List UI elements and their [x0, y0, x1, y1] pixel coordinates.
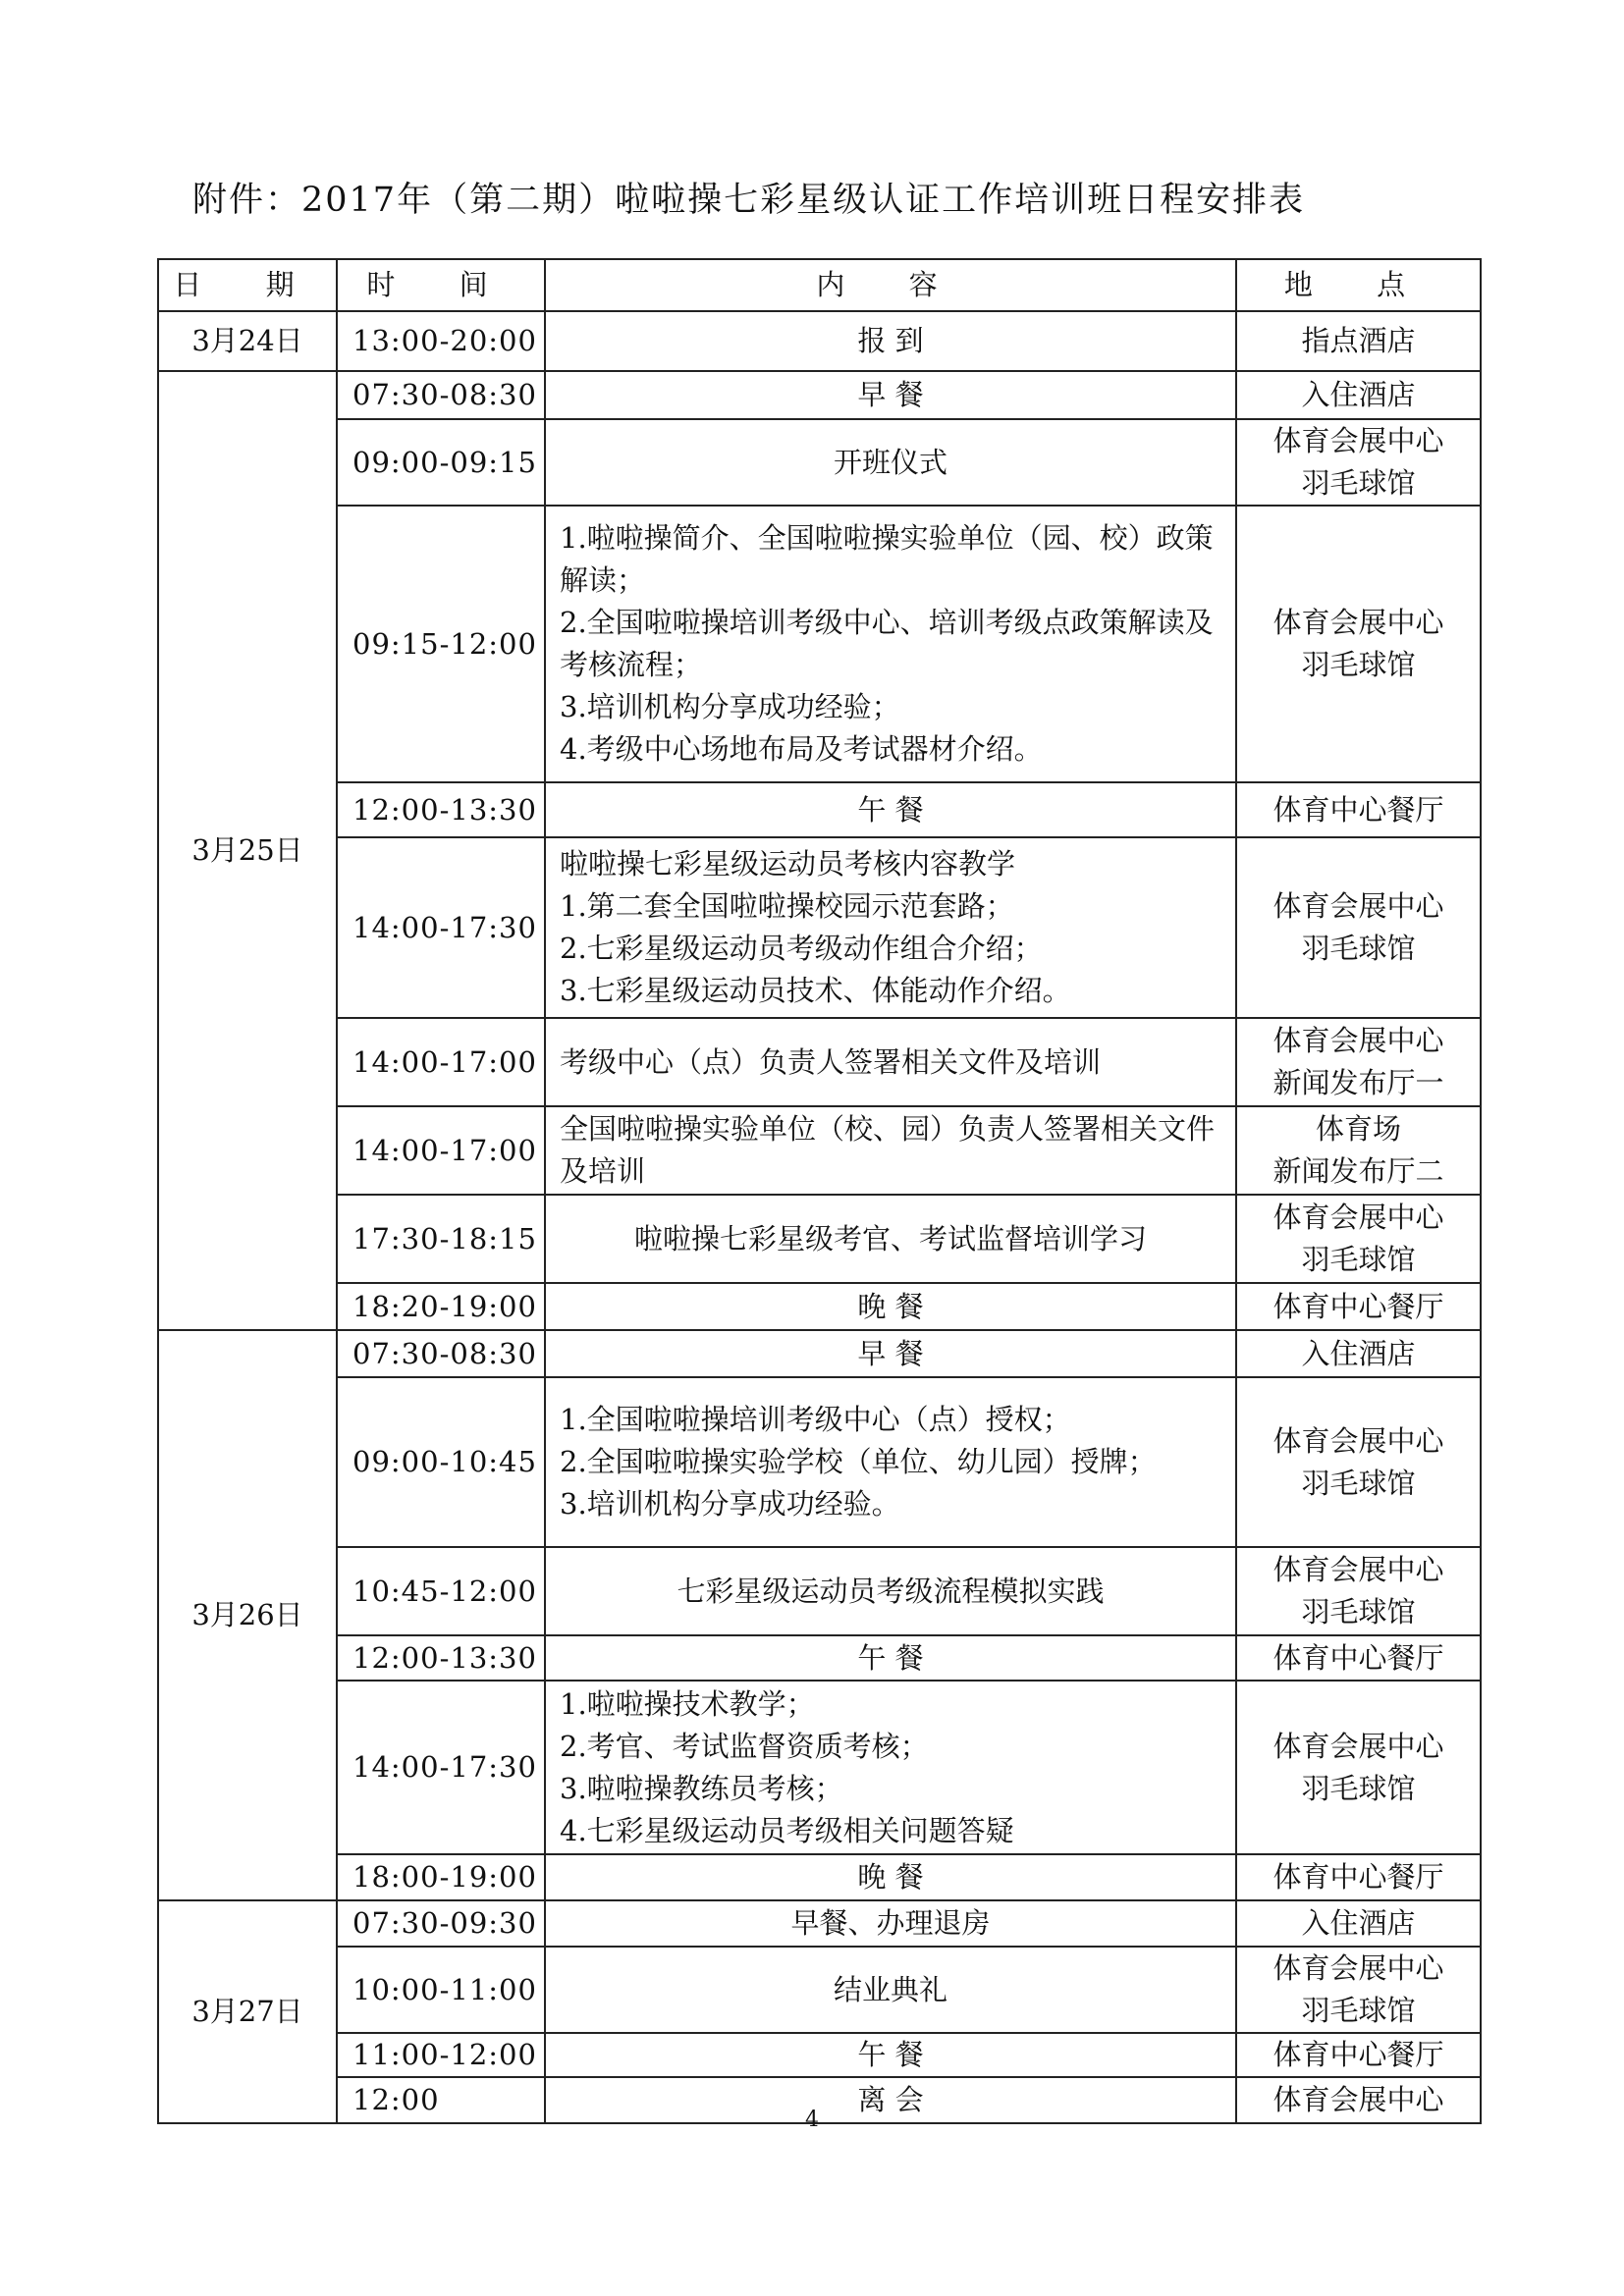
header-time: 时 间 — [337, 259, 545, 311]
content-cell — [545, 1330, 1236, 1377]
content-line: 开班仪式 — [833, 445, 947, 479]
location-cell — [1236, 1900, 1481, 1947]
content-line: 2.全国啦啦操实验学校（单位、幼儿园）授牌； — [560, 1445, 1157, 1478]
content-line: 结业典礼 — [833, 1972, 947, 2006]
date-cell: 3月25日 — [158, 371, 337, 1330]
location-cell — [1236, 1681, 1481, 1854]
time-cell: 10:00-11:00 — [337, 1947, 545, 2033]
location-line: 体育会展中心 — [1272, 424, 1444, 457]
location-cell — [1236, 782, 1481, 837]
date-cell: 3月27日 — [158, 1900, 337, 2123]
table-row — [158, 782, 1481, 837]
schedule-table — [157, 258, 1482, 2124]
time-cell: 18:20-19:00 — [337, 1283, 545, 1330]
content-cell — [545, 311, 1236, 371]
location-line: 入住酒店 — [1301, 1336, 1416, 1370]
location-line: 指点酒店 — [1301, 324, 1416, 357]
time-cell: 10:45-12:00 — [337, 1547, 545, 1635]
location-line: 体育会展中心 — [1272, 1423, 1444, 1458]
content-line: 4.七彩星级运动员考级相关问题答疑 — [560, 1813, 1014, 1847]
location-line: 新闻发布厅一 — [1272, 1066, 1444, 1099]
table-row — [158, 1900, 1481, 1947]
date-cell: 3月26日 — [158, 1330, 337, 1900]
location-line: 体育场 — [1315, 1112, 1401, 1146]
location-line: 体育会展中心 — [1272, 1024, 1444, 1057]
content-line: 考级中心（点）负责人签署相关文件及培训 — [560, 1044, 1102, 1079]
location-cell — [1236, 1377, 1481, 1547]
location-line: 羽毛球馆 — [1301, 1771, 1416, 1805]
page-title: 附件：2017年（第二期）啦啦操七彩星级认证工作培训班日程安排表 — [192, 181, 1306, 220]
time-cell: 09:00-10:45 — [337, 1377, 545, 1547]
time-cell: 12:00 — [337, 2077, 545, 2123]
location-line: 体育会展中心 — [1272, 889, 1444, 923]
location-line: 体育中心餐厅 — [1272, 1860, 1444, 1894]
location-cell — [1236, 1947, 1481, 2033]
content-line: 早餐、办理退房 — [790, 1906, 991, 1940]
table-header-row — [158, 259, 1481, 311]
location-cell — [1236, 371, 1481, 419]
time-cell: 14:00-17:00 — [337, 1106, 545, 1195]
location-cell — [1236, 311, 1481, 371]
date-cell: 3月24日 — [158, 311, 337, 371]
time-cell: 07:30-08:30 — [337, 1330, 545, 1377]
table-row — [158, 1106, 1481, 1195]
content-line: 3.七彩星级运动员技术、体能动作介绍。 — [560, 974, 1071, 1007]
location-line: 体育会展中心 — [1272, 1951, 1444, 1985]
table-row — [158, 1377, 1481, 1547]
content-line: 离 会 — [857, 2083, 924, 2116]
content-line: 4.考级中心场地布局及考试器材介绍。 — [560, 732, 1043, 766]
location-cell — [1236, 1330, 1481, 1377]
content-line: 2.全国啦啦操培训考级中心、培训考级点政策解读及考核流程； — [560, 606, 1214, 681]
table-row — [158, 311, 1481, 371]
content-cell — [545, 371, 1236, 419]
time-cell: 12:00-13:30 — [337, 1635, 545, 1681]
location-cell — [1236, 419, 1481, 506]
location-line: 体育会展中心 — [1272, 1729, 1444, 1763]
content-line: 早 餐 — [857, 378, 924, 411]
table-row — [158, 1854, 1481, 1900]
time-cell: 09:00-09:15 — [337, 419, 545, 506]
table-row — [158, 1330, 1481, 1377]
header-content: 内 容 — [545, 259, 1236, 311]
time-cell: 09:15-12:00 — [337, 506, 545, 782]
header-date: 日 期 — [158, 259, 337, 311]
table-row — [158, 1681, 1481, 1854]
time-cell: 07:30-09:30 — [337, 1900, 545, 1947]
time-cell: 14:00-17:30 — [337, 1681, 545, 1854]
content-cell — [545, 1018, 1236, 1106]
table-row — [158, 1635, 1481, 1681]
content-line: 1.第二套全国啦啦操校园示范套路； — [560, 889, 1014, 923]
location-cell — [1236, 2033, 1481, 2077]
location-cell — [1236, 1195, 1481, 1283]
content-cell — [545, 1635, 1236, 1681]
table-row — [158, 419, 1481, 506]
content-line: 3.培训机构分享成功经验。 — [560, 1487, 900, 1521]
content-cell — [545, 1283, 1236, 1330]
content-line: 啦啦操七彩星级考官、考试监督培训学习 — [633, 1221, 1147, 1255]
table-row — [158, 1947, 1481, 2033]
time-cell: 11:00-12:00 — [337, 2033, 545, 2077]
table-row — [158, 1195, 1481, 1283]
location-line: 体育中心餐厅 — [1272, 2038, 1444, 2071]
location-cell — [1236, 1547, 1481, 1635]
time-cell: 13:00-20:00 — [337, 311, 545, 371]
location-line: 体育中心餐厅 — [1272, 792, 1444, 827]
page-number: 4 — [805, 2108, 819, 2132]
content-cell — [545, 2033, 1236, 2077]
location-line: 体育会展中心 — [1272, 1201, 1444, 1234]
content-line: 1.啦啦操技术教学； — [560, 1686, 815, 1721]
content-line: 报 到 — [857, 324, 924, 357]
content-line: 午 餐 — [857, 2038, 924, 2071]
time-cell: 14:00-17:30 — [337, 837, 545, 1018]
table-row — [158, 2033, 1481, 2077]
location-line: 体育中心餐厅 — [1272, 1640, 1444, 1675]
table-row — [158, 1547, 1481, 1635]
content-line: 早 餐 — [857, 1336, 924, 1370]
location-line: 羽毛球馆 — [1301, 648, 1416, 681]
location-cell — [1236, 837, 1481, 1018]
content-cell — [545, 1106, 1236, 1195]
content-cell — [545, 1547, 1236, 1635]
header-location: 地 点 — [1236, 259, 1481, 311]
content-line: 1.全国啦啦操培训考级中心（点）授权； — [560, 1403, 1071, 1436]
content-cell — [545, 1195, 1236, 1283]
content-line: 晚 餐 — [857, 1289, 924, 1323]
time-cell: 07:30-08:30 — [337, 371, 545, 419]
location-line: 入住酒店 — [1301, 1906, 1416, 1940]
content-line: 七彩星级运动员考级流程模拟实践 — [677, 1574, 1105, 1608]
table-row — [158, 371, 1481, 419]
location-line: 入住酒店 — [1301, 378, 1416, 411]
content-cell — [545, 782, 1236, 837]
content-line: 2.考官、考试监督资质考核； — [560, 1729, 929, 1763]
time-cell: 14:00-17:00 — [337, 1018, 545, 1106]
location-line: 羽毛球馆 — [1301, 1466, 1416, 1500]
content-line: 全国啦啦操实验单位（校、园）负责人签署相关文件及培训 — [560, 1112, 1216, 1188]
content-line: 午 餐 — [857, 792, 924, 827]
location-line: 体育会展中心 — [1272, 2083, 1444, 2116]
content-cell — [545, 1681, 1236, 1854]
location-cell — [1236, 1106, 1481, 1195]
location-cell — [1236, 1635, 1481, 1681]
location-line: 羽毛球馆 — [1301, 1595, 1416, 1629]
location-cell — [1236, 1854, 1481, 1900]
table-row — [158, 837, 1481, 1018]
location-line: 羽毛球馆 — [1301, 466, 1416, 500]
location-line: 羽毛球馆 — [1301, 1243, 1416, 1276]
time-cell: 17:30-18:15 — [337, 1195, 545, 1283]
content-line: 晚 餐 — [857, 1860, 924, 1894]
location-line: 体育中心餐厅 — [1272, 1289, 1444, 1323]
table-row — [158, 1018, 1481, 1106]
time-cell: 12:00-13:30 — [337, 782, 545, 837]
content-cell — [545, 1377, 1236, 1547]
content-line: 3.培训机构分享成功经验； — [560, 690, 900, 723]
location-line: 体育会展中心 — [1272, 606, 1444, 639]
content-cell — [545, 1947, 1236, 2033]
location-cell — [1236, 1283, 1481, 1330]
content-line: 啦啦操七彩星级运动员考核内容教学 — [560, 847, 1016, 881]
content-line: 午 餐 — [857, 1640, 924, 1675]
content-cell — [545, 419, 1236, 506]
time-cell: 18:00-19:00 — [337, 1854, 545, 1900]
location-cell — [1236, 506, 1481, 782]
location-line: 羽毛球馆 — [1301, 932, 1416, 965]
location-cell — [1236, 1018, 1481, 1106]
table-row — [158, 1283, 1481, 1330]
location-line: 新闻发布厅二 — [1272, 1154, 1444, 1188]
location-line: 体育会展中心 — [1272, 1553, 1444, 1586]
content-cell — [545, 837, 1236, 1018]
content-cell — [545, 506, 1236, 782]
content-line: 3.啦啦操教练员考核； — [560, 1771, 843, 1805]
content-cell — [545, 1900, 1236, 1947]
content-line: 2.七彩星级运动员考级动作组合介绍； — [560, 932, 1043, 965]
table-row — [158, 506, 1481, 782]
location-line: 羽毛球馆 — [1301, 1994, 1416, 2027]
content-cell — [545, 1854, 1236, 1900]
content-line: 1.啦啦操简介、全国啦啦操实验单位（园、校）政策解读； — [560, 521, 1214, 597]
